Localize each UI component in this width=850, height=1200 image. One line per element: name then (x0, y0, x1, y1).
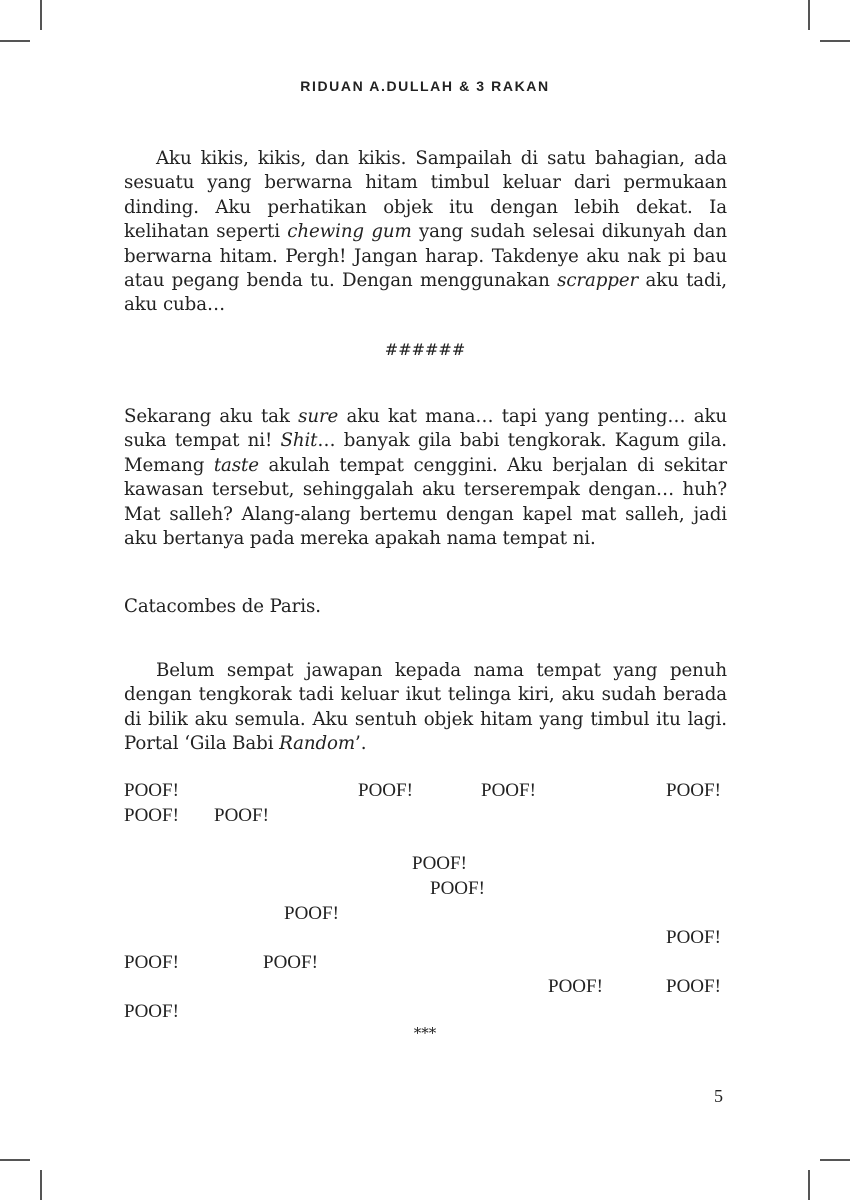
poof-text: POOF! (481, 780, 536, 801)
poof-text: POOF! (124, 780, 179, 801)
poof-text: POOF! (284, 903, 339, 924)
crop-mark (820, 1159, 850, 1161)
paragraph-2: Sekarang aku tak sure aku kat mana… tapi yang penting… aku suka tempat ni! Shit… banyak gila babi tengkorak. Kagum gila. Memang taste akulah tempat cenggini. Aku berjalan di sekitar kawasan tersebut, sehinggalah aku terserempak dengan… huh? Mat salleh? Alang-alang bertemu dengan kapel mat salleh, jadi aku bertanya pada mereka apakah nama tempat ni. (124, 406, 728, 550)
poof-text: POOF! (124, 1001, 179, 1022)
poof-text: POOF! (666, 780, 721, 801)
poof-text: POOF! (124, 952, 179, 973)
crop-mark (40, 0, 42, 30)
crop-mark (0, 40, 30, 42)
paragraph-3: Catacombes de Paris. (124, 596, 321, 617)
running-header: RIDUAN A.DULLAH & 3 RAKAN (300, 78, 550, 94)
crop-mark (820, 40, 850, 42)
crop-mark (40, 1170, 42, 1200)
poof-text: POOF! (263, 952, 318, 973)
poof-text: POOF! (666, 927, 721, 948)
crop-mark (808, 0, 810, 30)
page-number: 5 (714, 1086, 723, 1106)
poof-text: POOF! (666, 976, 721, 997)
end-mark: *** (413, 1024, 437, 1042)
crop-mark (808, 1170, 810, 1200)
paragraph-1: Aku kikis, kikis, dan kikis. Sampailah di satu bahagian, ada sesuatu yang berwarna hitam timbul keluar dari permukaan dinding. Aku perhatikan objek itu dengan lebih dekat. Ia kelihatan seperti chewing gum yang sudah selesai dikunyah dan berwarna hitam. Pergh! Jangan harap. Takdenye aku nak pi bau atau pegang benda tu. Dengan menggunakan scrapper aku tadi, aku cuba… (124, 148, 727, 316)
poof-text: POOF! (124, 805, 179, 826)
poof-text: POOF! (358, 780, 413, 801)
section-separator: ###### (384, 340, 466, 359)
poof-text: POOF! (548, 976, 603, 997)
poof-text: POOF! (412, 853, 467, 874)
poof-text: POOF! (430, 878, 485, 899)
crop-mark (0, 1159, 30, 1161)
poof-text: POOF! (214, 805, 269, 826)
paragraph-4: Belum sempat jawapan kepada nama tempat yang penuh dengan tengkorak tadi keluar ikut telinga kiri, aku sudah berada di bilik aku semula. Aku sentuh objek hitam yang timbul itu lagi. Portal ‘Gila Babi Random’. (124, 660, 727, 755)
